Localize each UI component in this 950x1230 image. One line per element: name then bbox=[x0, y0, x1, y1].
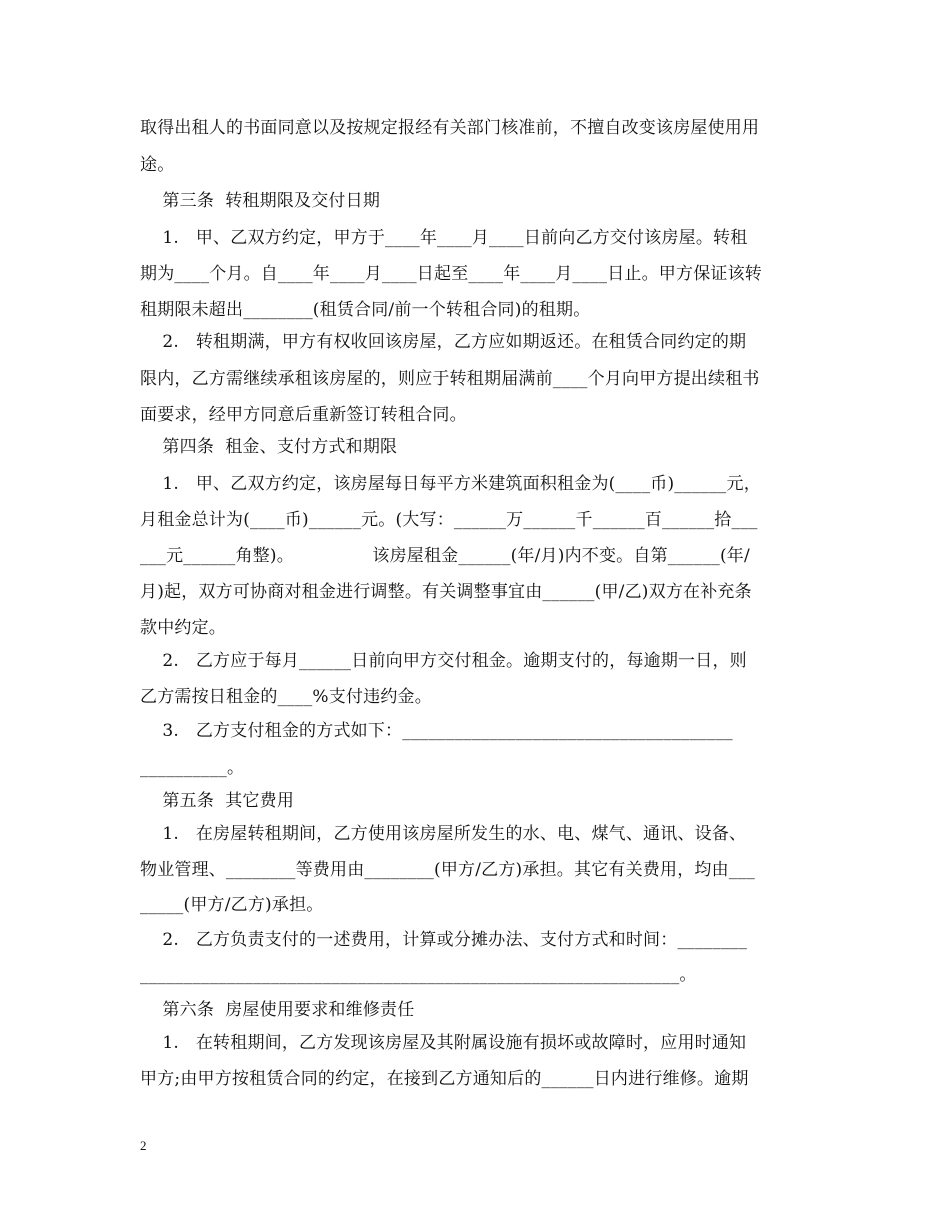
text-line: 款中约定。 bbox=[140, 618, 226, 638]
text-line: 取得出租人的书面同意以及按规定报经有关部门核准前，不擅自改变该房屋使用用 bbox=[140, 118, 760, 138]
text-line: ______________________________________________________________。 bbox=[140, 965, 697, 985]
text-line: ___元______角整)。 该房屋租金______(年/月)内不变。自第______(年/ bbox=[140, 546, 750, 566]
section-heading: 第四条 租金、支付方式和期限 bbox=[140, 437, 398, 457]
text-line: 2. 乙方应于每月______日前向甲方交付租金。逾期支付的，每逾期一日，则 bbox=[140, 651, 747, 671]
text-line: 限内，乙方需继续承租该房屋的，则应于转租期届满前____个月向甲方提出续租书 bbox=[140, 369, 760, 389]
text-line: 2. 转租期满，甲方有权收回该房屋，乙方应如期返还。在租赁合同约定的期 bbox=[140, 332, 747, 352]
section-heading: 第三条 转租期限及交付日期 bbox=[140, 191, 381, 211]
text-line: 途。 bbox=[140, 155, 175, 175]
text-line: 期为____个月。自____年____月____日起至____年____月____日止。甲方保证该转 bbox=[140, 264, 762, 284]
text-line: 1. 甲、乙双方约定，甲方于____年____月____日前向乙方交付该房屋。转租 bbox=[140, 228, 748, 248]
text-line: 面要求，经甲方同意后重新签订转租合同。 bbox=[140, 405, 467, 425]
text-line: 物业管理、________等费用由________(甲方/乙方)承担。其它有关费用，均由___ bbox=[140, 860, 755, 880]
section-heading: 第六条 房屋使用要求和维修责任 bbox=[140, 1000, 415, 1020]
text-line: 2. 乙方负责支付的一述费用，计算或分摊办法、支付方式和时间：________ bbox=[140, 930, 748, 950]
section-heading: 第五条 其它费用 bbox=[140, 791, 295, 811]
text-line: 月租金总计为(____币)______元。(大写：______万______千______百______拾___ bbox=[140, 510, 758, 530]
text-line: __________。 bbox=[140, 758, 245, 778]
text-line: 乙方需按日租金的____%支付违约金。 bbox=[140, 687, 432, 707]
text-line: 甲方;由甲方按租赁合同的约定，在接到乙方通知后的______日内进行维修。逾期 bbox=[140, 1069, 749, 1089]
text-line: 租期限未超出________(租赁合同/前一个转租合同)的租期。 bbox=[140, 300, 591, 320]
text-line: 3. 乙方支付租金的方式如下：______________________________________ bbox=[140, 721, 733, 741]
text-line: 1. 在转租期间，乙方发现该房屋及其附属设施有损坏或故障时，应用时通知 bbox=[140, 1033, 747, 1053]
text-line: _____(甲方/乙方)承担。 bbox=[140, 895, 324, 915]
text-line: 月)起，双方可协商对租金进行调整。有关调整事宜由______(甲/乙)双方在补充条 bbox=[140, 582, 752, 602]
text-line: 1. 在房屋转租期间，乙方使用该房屋所发生的水、电、煤气、通讯、设备、 bbox=[140, 824, 747, 844]
page-number: 2 bbox=[140, 1138, 147, 1153]
text-line: 1. 甲、乙双方约定，该房屋每日每平方米建筑面积租金为(____币)______元， bbox=[140, 474, 761, 494]
